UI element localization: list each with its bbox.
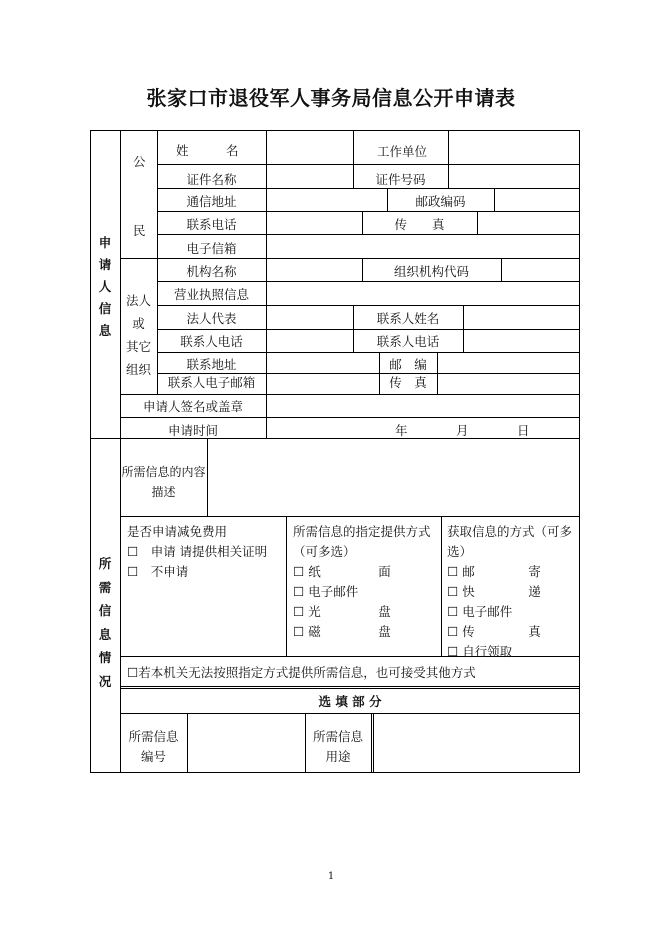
section-label-info: 所 需 信 息 情 况	[98, 556, 112, 689]
fee-option-apply[interactable]: ☐ 申请 请提供相关证明	[127, 544, 268, 559]
date-year: 年	[395, 423, 408, 438]
label-address: 通信地址	[186, 194, 237, 209]
page-number: 1	[327, 871, 335, 882]
optional-section-header: 选 填 部 分	[318, 694, 382, 709]
provide-option-email[interactable]: ☐ 电子邮件	[293, 584, 359, 599]
label-signature: 申请人签名或盖章	[142, 399, 243, 414]
provide-option-disk[interactable]: ☐ 磁 盘	[293, 624, 391, 639]
obtain-option-email[interactable]: ☐ 电子邮件	[447, 604, 513, 619]
obtain-option-pickup[interactable]: ☐ 自行领取	[447, 644, 513, 659]
label-email: 电子信箱	[186, 241, 237, 256]
fee-option-no[interactable]: ☐ 不申请	[127, 564, 189, 579]
obtain-option-express[interactable]: ☐ 快 递	[447, 584, 541, 599]
label-content-desc: 所需信息的内容 描述	[121, 465, 206, 499]
page-title: 张家口市退役军人事务局信息公开申请表	[146, 86, 516, 110]
provide-title: 所需信息的指定提供方式	[293, 524, 431, 539]
provide-option-cd[interactable]: ☐ 光 盘	[293, 604, 391, 619]
label-org-code: 组织机构代码	[393, 264, 469, 279]
provide-group	[293, 522, 438, 642]
label-phone: 联系电话	[186, 217, 237, 232]
label-contact-email: 联系人电子邮箱	[167, 375, 256, 390]
label-id-number: 证件号码	[375, 172, 426, 187]
label-info-usage: 所需信息 用途	[312, 729, 363, 764]
label-employer: 工作单位	[377, 144, 428, 159]
date-day: 日	[517, 423, 530, 438]
label-info-number: 所需信息 编号	[128, 729, 179, 764]
alternative-checkbox[interactable]: ☐若本机关无法按照指定方式提供所需信息，也可接受其他方式	[127, 665, 476, 680]
obtain-subtitle: 选）	[447, 544, 473, 559]
label-org-address: 联系地址	[186, 357, 237, 372]
section-label-applicant: 申 请 人 信 息	[98, 235, 112, 338]
label-name: 姓 名	[176, 143, 239, 158]
provide-subtitle: （可多选）	[293, 544, 356, 559]
provide-option-paper[interactable]: ☐ 纸 面	[293, 564, 391, 579]
org-label: 法人 或 其它 组织	[125, 293, 151, 377]
label-id-type: 证件名称	[186, 172, 237, 187]
fee-group	[127, 522, 267, 582]
fee-title: 是否申请减免费用	[127, 524, 228, 539]
label-license: 营业执照信息	[173, 287, 249, 302]
label-org-name: 机构名称	[186, 264, 237, 279]
obtain-group	[447, 522, 577, 662]
label-legal-rep: 法人代表	[186, 311, 237, 326]
label-contact-name: 联系人姓名	[376, 311, 440, 326]
label-org-postcode: 邮 编	[389, 357, 427, 372]
label-contact-phone-2: 联系人电话	[376, 334, 440, 349]
citizen-label-bottom: 民	[133, 223, 146, 238]
label-apply-time: 申请时间	[167, 423, 218, 438]
obtain-option-mail[interactable]: ☐ 邮 寄	[447, 564, 541, 579]
label-postcode: 邮政编码	[415, 194, 466, 209]
label-org-fax: 传 真	[389, 375, 427, 390]
label-fax: 传 真	[394, 217, 445, 232]
citizen-label-top: 公	[133, 154, 146, 169]
obtain-title: 获取信息的方式（可多	[447, 524, 573, 539]
date-month: 月	[456, 423, 469, 438]
obtain-option-fax[interactable]: ☐ 传 真	[447, 624, 541, 639]
label-contact-phone: 联系人电话	[180, 334, 243, 349]
